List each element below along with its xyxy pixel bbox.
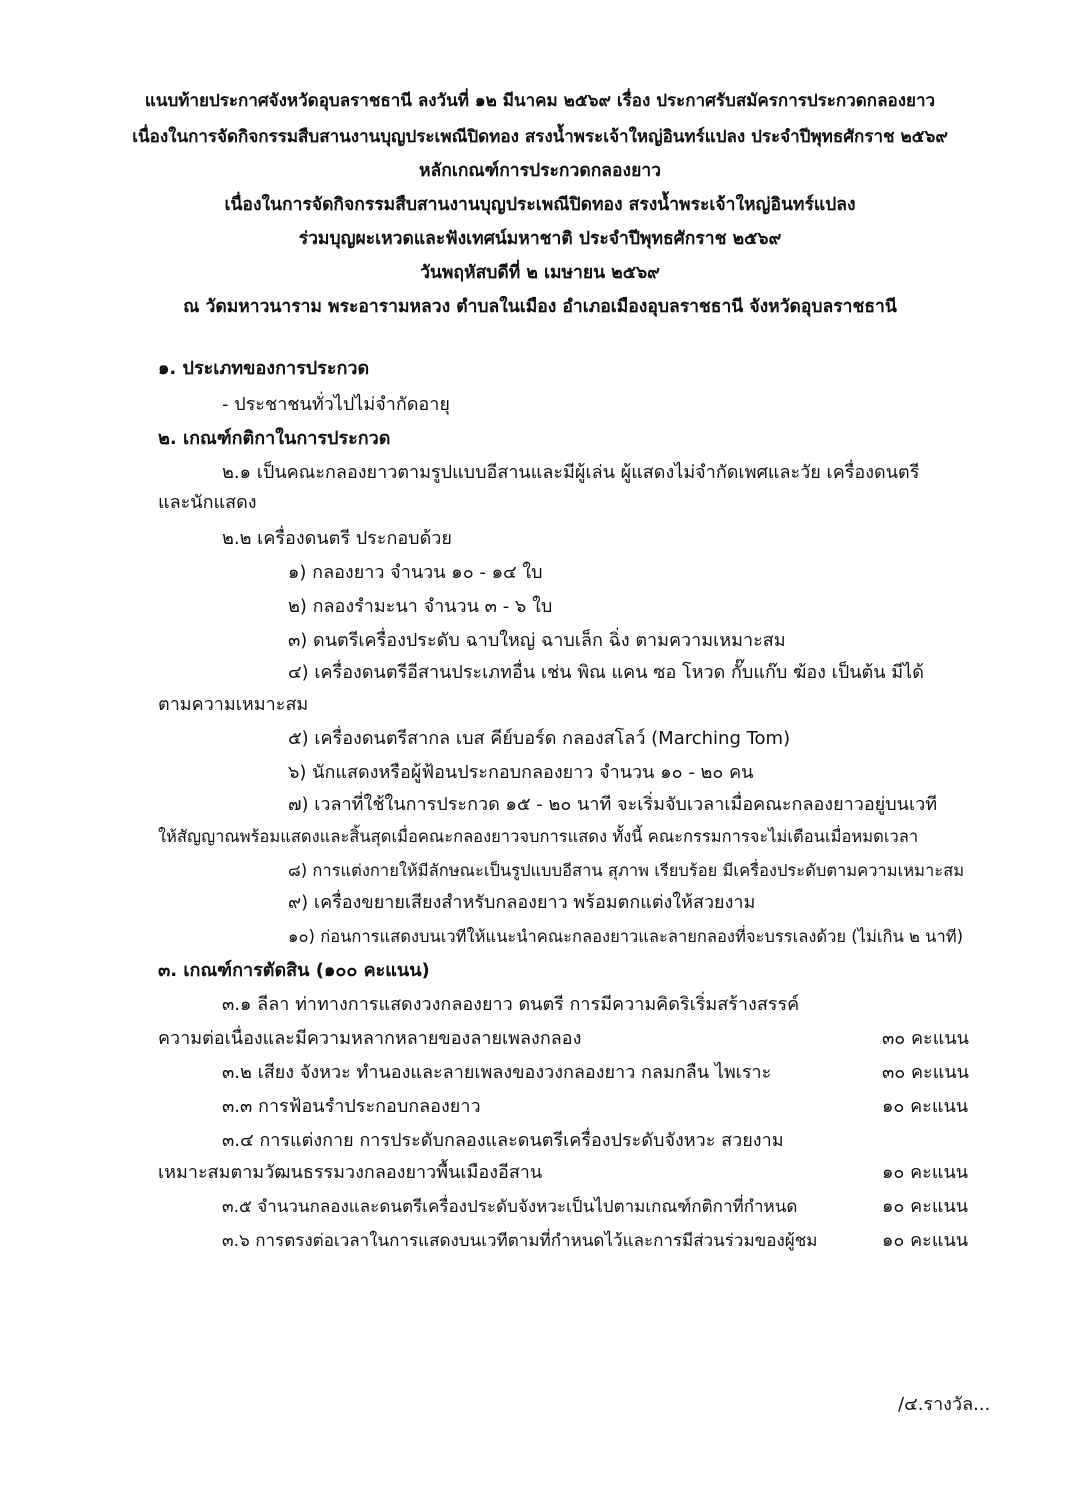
- criterion-3-3-points: ๑๐ คะแนน: [882, 1096, 969, 1117]
- criterion-3-6-points: ๑๐ คะแนน: [882, 1230, 969, 1251]
- rule-2-1-line1: ๒.๑ เป็นคณะกลองยาวตามรูปแบบอีสานและมีผู้เล่น ผู้แสดงไม่จำกัดเพศและวัย เครื่องดนตรี: [222, 462, 920, 483]
- criterion-3-4-line1: ๓.๔ การแต่งกาย การประดับกลองและดนตรีเครื่องประดับจังหวะ สวยงาม: [222, 1130, 784, 1151]
- criterion-3-1-line1: ๓.๑ ลีลา ท่าทางการแสดงวงกลองยาว ดนตรี การมีความคิดริเริ่มสร้างสรรค์: [222, 994, 800, 1015]
- instrument-item-2: ๒) กลองรำมะนา จำนวน ๓ - ๖ ใบ: [288, 596, 553, 617]
- page-continuation: /๔.รางวัล...: [898, 1394, 991, 1415]
- criterion-3-1-line2: ความต่อเนื่องและมีความหลากหลายของลายเพลงกลอง: [158, 1028, 582, 1049]
- instrument-item-3: ๓) ดนตรีเครื่องประดับ ฉาบใหญ่ ฉาบเล็ก ฉิ่ง ตามความเหมาะสม: [288, 630, 786, 651]
- criterion-3-1-points: ๓๐ คะแนน: [882, 1028, 969, 1049]
- instrument-item-9: ๙) เครื่องขยายเสียงสำหรับกลองยาว พร้อมตกแต่งให้สวยงาม: [288, 892, 756, 913]
- header-line-7: ณ วัดมหาวนาราม พระอารามหลวง ตำบลในเมือง อำเภอเมืองอุบลราชธานี จังหวัดอุบลราชธานี: [183, 297, 897, 317]
- criterion-3-2: ๓.๒ เสียง จังหวะ ทำนองและลายเพลงของวงกลองยาว กลมกลืน ไพเราะ: [222, 1062, 772, 1083]
- instrument-item-7-line2: ให้สัญญาณพร้อมแสดงและสิ้นสุดเมื่อคณะกลองยาวจบการแสดง ทั้งนี้ คณะกรรมการจะไม่เตือนเมื่อหมดเวลา: [158, 827, 919, 846]
- section3-heading: ๓. เกณฑ์การตัดสิน (๑๐๐ คะแนน): [158, 960, 430, 981]
- header-line-4: เนื่องในการจัดกิจกรรมสืบสานงานบุญประเพณีปิดทอง สรงน้ำพระเจ้าใหญ่อินทร์แปลง: [224, 195, 856, 215]
- criterion-3-3: ๓.๓ การฟ้อนรำประกอบกลองยาว: [222, 1096, 481, 1117]
- header-line-5: ร่วมบุญผะเหวดและฟังเทศน์มหาชาติ ประจำปีพุทธศักราช ๒๕๖๙: [298, 229, 782, 249]
- criterion-3-2-points: ๓๐ คะแนน: [882, 1062, 969, 1083]
- header-line-3: หลักเกณฑ์การประกวดกลองยาว: [419, 161, 661, 181]
- instrument-item-8: ๘) การแต่งกายให้มีลักษณะเป็นรูปแบบอีสาน สุภาพ เรียบร้อย มีเครื่องประดับตามความเหมาะสม: [288, 861, 965, 880]
- criterion-3-4-line2: เหมาะสมตามวัฒนธรรมวงกลองยาวพื้นเมืองอีสาน: [158, 1162, 543, 1183]
- instrument-item-4-line2: ตามความเหมาะสม: [158, 694, 309, 715]
- rule-2-2: ๒.๒ เครื่องดนตรี ประกอบด้วย: [222, 528, 452, 549]
- criterion-3-5-points: ๑๐ คะแนน: [882, 1196, 969, 1217]
- criterion-3-4-points: ๑๐ คะแนน: [882, 1162, 969, 1183]
- instrument-item-1: ๑) กลองยาว จำนวน ๑๐ - ๑๔ ใบ: [288, 562, 543, 583]
- rule-2-1-line2: และนักแสดง: [158, 492, 257, 513]
- instrument-item-10: ๑๐) ก่อนการแสดงบนเวทีให้แนะนำคณะกลองยาวและลายกลองที่จะบรรเลงด้วย (ไม่เกิน ๒ นาที): [288, 927, 964, 946]
- criterion-3-6: ๓.๖ การตรงต่อเวลาในการแสดงบนเวทีตามที่กำหนดไว้และการมีส่วนร่วมของผู้ชม: [222, 1231, 818, 1251]
- instrument-item-7-line1: ๗) เวลาที่ใช้ในการประกวด ๑๕ - ๒๐ นาที จะเริ่มจับเวลาเมื่อคณะกลองยาวอยู่บนเวที: [288, 794, 938, 815]
- instrument-item-6: ๖) นักแสดงหรือผู้ฟ้อนประกอบกลองยาว จำนวน ๑๐ - ๒๐ คน: [288, 762, 754, 783]
- instrument-item-4-line1: ๔) เครื่องดนตรีอีสานประเภทอื่น เช่น พิณ แคน ซอ โหวด กั๊บแก๊บ ฆ้อง เป็นต้น มีได้: [288, 662, 924, 683]
- header-line-6: วันพฤหัสบดีที่ ๒ เมษายน ๒๕๖๙: [420, 263, 660, 283]
- section2-heading: ๒. เกณฑ์กติกาในการประกวด: [158, 428, 391, 449]
- section1-heading: ๑. ประเภทของการประกวด: [158, 358, 370, 379]
- criterion-3-5: ๓.๕ จำนวนกลองและดนตรีเครื่องประดับจังหวะเป็นไปตามเกณฑ์กติกาที่กำหนด: [222, 1197, 798, 1217]
- section1-item: - ประชาชนทั่วไปไม่จำกัดอายุ: [222, 394, 450, 415]
- instrument-item-5: ๕) เครื่องดนตรีสากล เบส คีย์บอร์ด กลองสโลว์ (Marching Tom): [288, 728, 791, 749]
- header-line-1: แนบท้ายประกาศจังหวัดอุบลราชธานี ลงวันที่ ๑๒ มีนาคม ๒๕๖๙ เรื่อง ประกาศรับสมัครการประกวดกลองยาว: [144, 91, 936, 111]
- header-line-2: เนื่องในการจัดกิจกรรมสืบสานงานบุญประเพณีปิดทอง สรงน้ำพระเจ้าใหญ่อินทร์แปลง ประจำปีพุทธศักราช ๒๕๖๙: [132, 127, 948, 147]
